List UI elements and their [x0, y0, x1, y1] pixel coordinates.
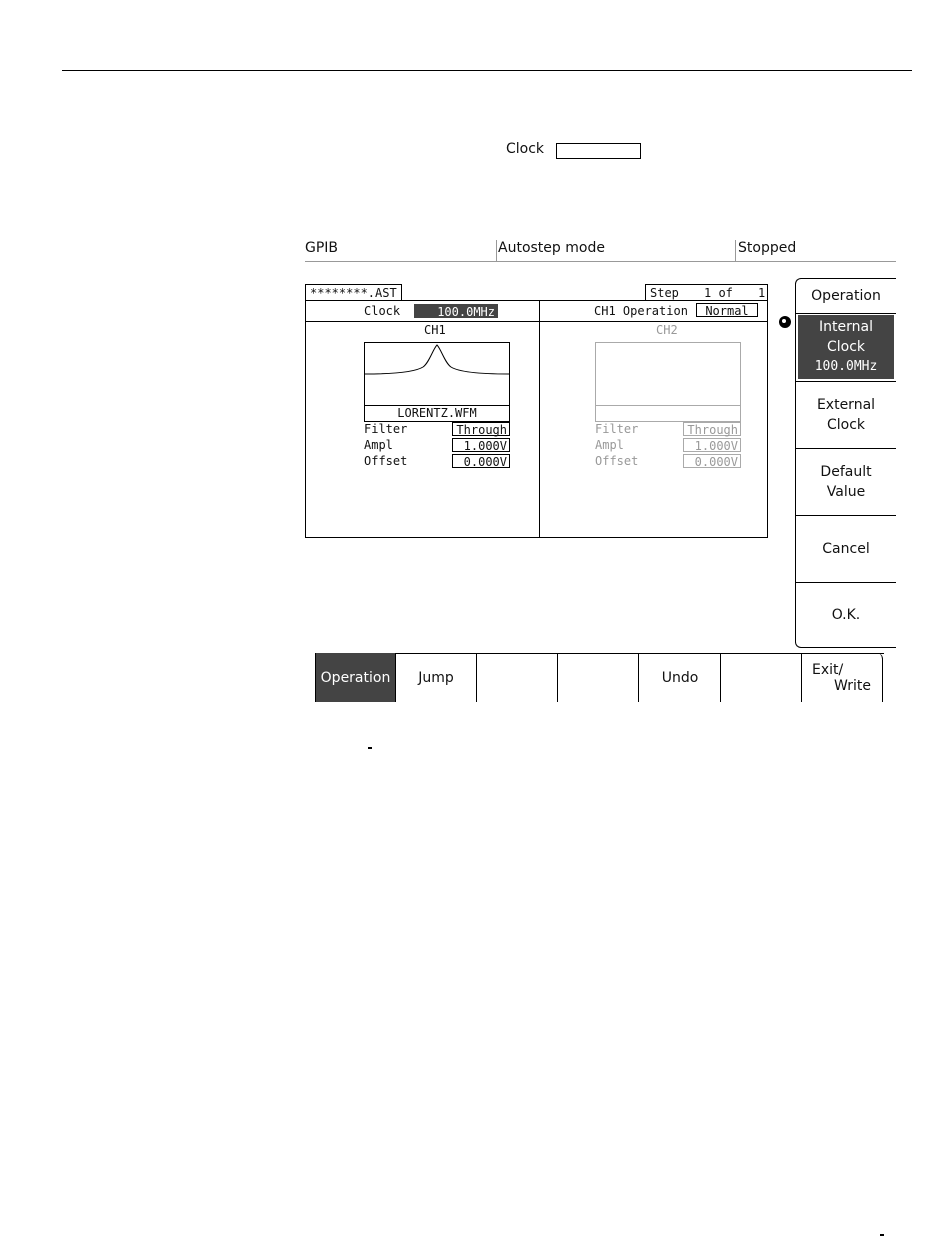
external-clock-button[interactable]: [796, 382, 896, 448]
internal-clock-value: 100.0MHz: [814, 359, 878, 374]
bottom-empty-button-4[interactable]: [558, 653, 639, 702]
external-clock-line1: External: [816, 397, 876, 413]
ch2-waveform-display: [595, 342, 741, 422]
ch1-filter-label: Filter: [364, 422, 408, 436]
ch2-filter-value: Through: [683, 422, 741, 436]
bottom-exit-write-button[interactable]: [802, 653, 883, 702]
ch2-filter-label: Filter: [595, 422, 639, 436]
status-divider: [305, 261, 896, 262]
page-header-rule: [62, 70, 912, 71]
default-value-line2: Value: [826, 484, 866, 500]
ch2-offset-value: 0.000V: [683, 454, 741, 468]
bottom-menu: [315, 653, 884, 702]
file-name-tab: ********.AST: [305, 284, 402, 300]
knob-icon: [779, 316, 791, 328]
ch1-operation-value[interactable]: Normal: [696, 303, 758, 317]
inline-clock-box: [556, 143, 641, 159]
default-value-button[interactable]: [796, 449, 896, 515]
step-current: 1 of: [704, 286, 733, 300]
hyphen-mark: [368, 747, 372, 749]
ch1-ampl-label: Ampl: [364, 438, 393, 452]
internal-clock-line2: Clock: [826, 339, 866, 355]
bottom-jump-button[interactable]: Jump: [396, 653, 477, 702]
screen-row-divider: [306, 321, 767, 322]
exit-write-line2: Write: [834, 677, 871, 694]
status-remote: GPIB: [305, 240, 339, 256]
exit-write-line1: Exit/: [812, 661, 844, 678]
ch1-filter-value[interactable]: Through: [452, 422, 510, 436]
lorentz-waveform-icon: [365, 343, 509, 407]
ch2-title: CH2: [656, 323, 678, 337]
status-separator: [496, 240, 497, 261]
bottom-empty-button-6[interactable]: [721, 653, 802, 702]
ch1-ampl-value[interactable]: 1.000V: [452, 438, 510, 452]
status-run-state: Stopped: [738, 240, 797, 256]
side-menu-title: Operation: [811, 288, 881, 304]
ch1-operation-label: CH1 Operation: [594, 304, 688, 318]
step-label: Step: [650, 286, 679, 300]
hyphen-mark: [880, 1234, 884, 1236]
ch1-waveform-display[interactable]: [364, 342, 510, 422]
clock-label: Clock: [364, 304, 401, 318]
status-mode: Autostep mode: [498, 240, 605, 256]
step-indicator: [645, 284, 768, 300]
external-clock-line2: Clock: [826, 417, 866, 433]
ch2-ampl-value: 1.000V: [683, 438, 741, 452]
side-menu: [795, 278, 896, 648]
ch2-offset-label: Offset: [595, 454, 639, 468]
bottom-undo-button[interactable]: Undo: [640, 653, 721, 702]
ch2-ampl-label: Ampl: [595, 438, 624, 452]
cancel-button[interactable]: Cancel: [822, 541, 870, 557]
internal-clock-button[interactable]: [798, 315, 894, 379]
ch1-waveform-file: LORENTZ.WFM: [397, 406, 477, 420]
bottom-empty-button-3[interactable]: [477, 653, 558, 702]
waveform-name-divider: [596, 405, 740, 406]
bottom-operation-button[interactable]: Operation: [315, 653, 396, 702]
sequence-editor-screen: [305, 300, 768, 538]
side-menu-divider: [796, 313, 896, 314]
ch1-offset-value[interactable]: 0.000V: [452, 454, 510, 468]
channel-separator: [539, 301, 540, 537]
ch1-offset-label: Offset: [364, 454, 408, 468]
step-total: 1: [758, 286, 766, 300]
inline-clock-label: Clock: [506, 141, 545, 157]
internal-clock-line1: Internal: [819, 319, 873, 335]
status-separator: [735, 240, 736, 261]
default-value-line1: Default: [820, 464, 872, 480]
ok-button[interactable]: O.K.: [831, 607, 861, 623]
clock-value[interactable]: 100.0MHz: [414, 304, 498, 318]
ch1-title: CH1: [424, 323, 446, 337]
